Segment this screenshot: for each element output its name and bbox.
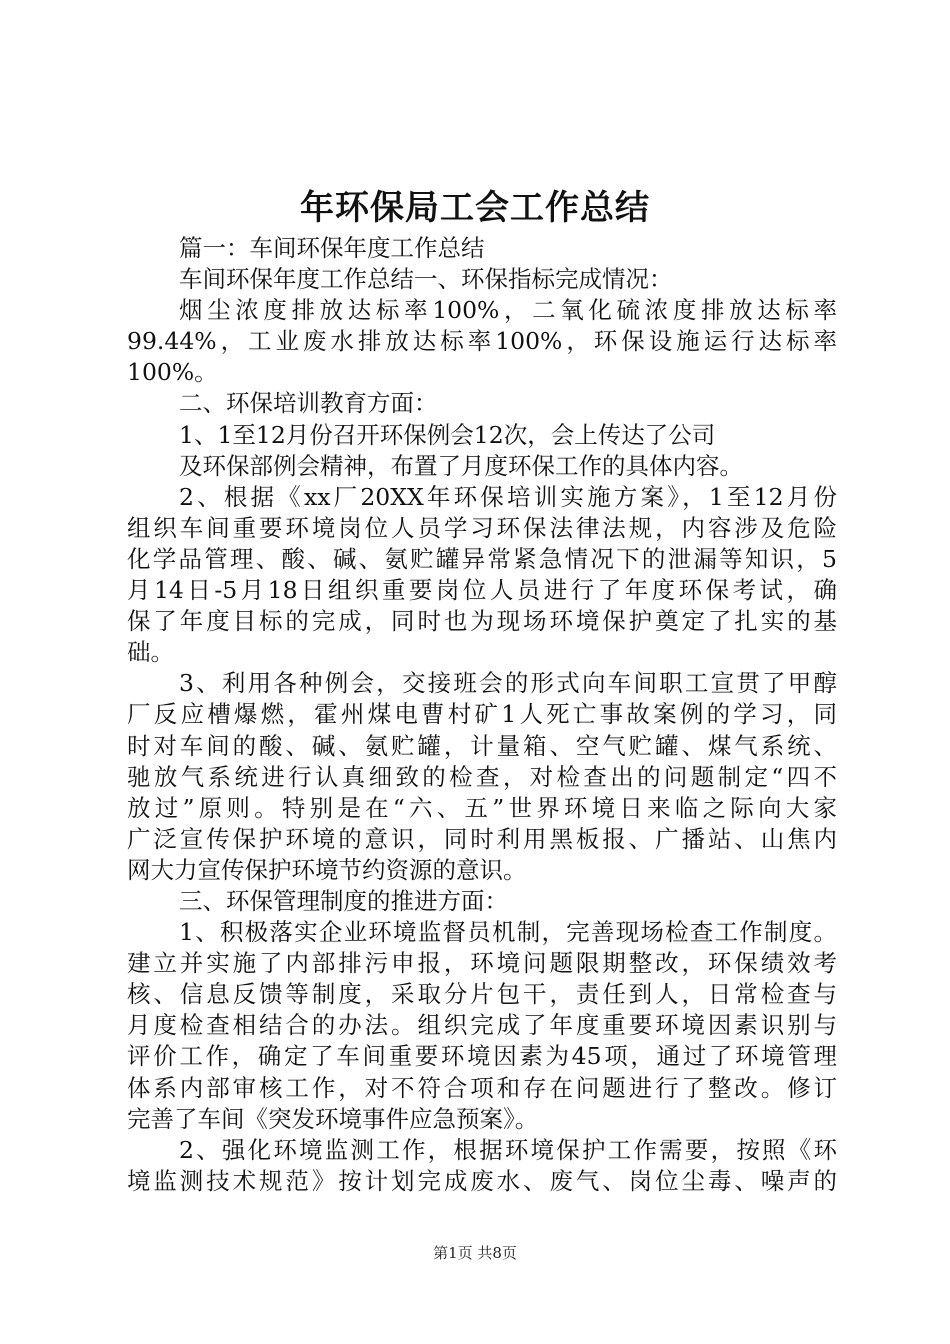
body-line: 1、积极落实企业环境监督员机制，完善现场检查工作制度。 — [179, 918, 837, 947]
body-line: 2、强化环境监测工作，根据环境保护工作需要，按照《环 — [179, 1135, 837, 1164]
body-line: 放过”原则。特别是在“六、五”世界环境日来临之际向大家 — [127, 793, 837, 822]
body-line: 月度检查相结合的办法。组织完成了年度重要环境因素识别与 — [127, 1011, 837, 1040]
body-line: 化学品管理、酸、碱、氨贮罐异常紧急情况下的泄漏等知识，5 — [127, 544, 837, 573]
body-line: 体系内部审核工作，对不符合项和存在问题进行了整改。修订 — [127, 1073, 837, 1102]
body-line: 境监测技术规范》按计划完成废水、废气、岗位尘毒、噪声的 — [127, 1166, 837, 1195]
page-footer: 第1页 共8页 — [433, 1244, 517, 1262]
body-line: 及环保部例会精神，布置了月度环保工作的具体内容。 — [179, 451, 743, 480]
body-line: 二、环保培训教育方面： — [179, 389, 438, 418]
body-line: 组织车间重要环境岗位人员学习环保法律法规，内容涉及危险 — [127, 513, 837, 542]
body-line: 月14日-5月18日组织重要岗位人员进行了年度环保考试，确 — [127, 576, 837, 605]
body-line: 1、1至12月份召开环保例会12次，会上传达了公司 — [179, 420, 716, 449]
body-line: 三、环保管理制度的推进方面： — [179, 886, 508, 915]
body-line: 核、信息反馈等制度，采取分片包干，责任到人，日常检查与 — [127, 980, 837, 1009]
body-line: 时对车间的酸、碱、氨贮罐，计量箱、空气贮罐、煤气系统、 — [127, 731, 837, 760]
body-line: 车间环保年度工作总结一、环保指标完成情况： — [179, 265, 673, 294]
body-line: 烟尘浓度排放达标率100%，二氧化硫浓度排放达标率 — [179, 296, 837, 325]
body-line: 3、利用各种例会，交接班会的形式向车间职工宣贯了甲醇 — [179, 669, 837, 698]
body-line: 99.44%，工业废水排放达标率100%，环保设施运行达标率 — [127, 327, 837, 356]
body-line: 保了年度目标的完成，同时也为现场环境保护奠定了扎实的基 — [127, 607, 837, 636]
body-line: 网大力宣传保护环境节约资源的意识。 — [127, 855, 527, 884]
body-line: 篇一：车间环保年度工作总结 — [179, 234, 485, 262]
body-line: 广泛宣传保护环境的意识，同时利用黑板报、广播站、山焦内 — [127, 824, 837, 853]
body-line: 100%。 — [127, 358, 218, 387]
body-line: 厂反应槽爆燃，霍州煤电曹村矿1人死亡事故案例的学习，同 — [127, 700, 837, 729]
body-line: 驰放气系统进行认真细致的检查，对检查出的问题制定“四不 — [127, 762, 837, 791]
body-line: 评价工作，确定了车间重要环境因素为45项，通过了环境管理 — [127, 1042, 837, 1071]
document-title: 年环保局工会工作总结 — [300, 188, 650, 228]
document-body — [127, 233, 837, 1197]
body-line: 完善了车间《突发环境事件应急预案》。 — [127, 1104, 539, 1133]
body-line: 础。 — [127, 638, 174, 667]
body-line: 建立并实施了内部排污申报，环境问题限期整改，环保绩效考 — [127, 949, 837, 978]
body-line: 2、根据《xx厂20XX年环保培训实施方案》，1至12月份 — [179, 482, 837, 511]
